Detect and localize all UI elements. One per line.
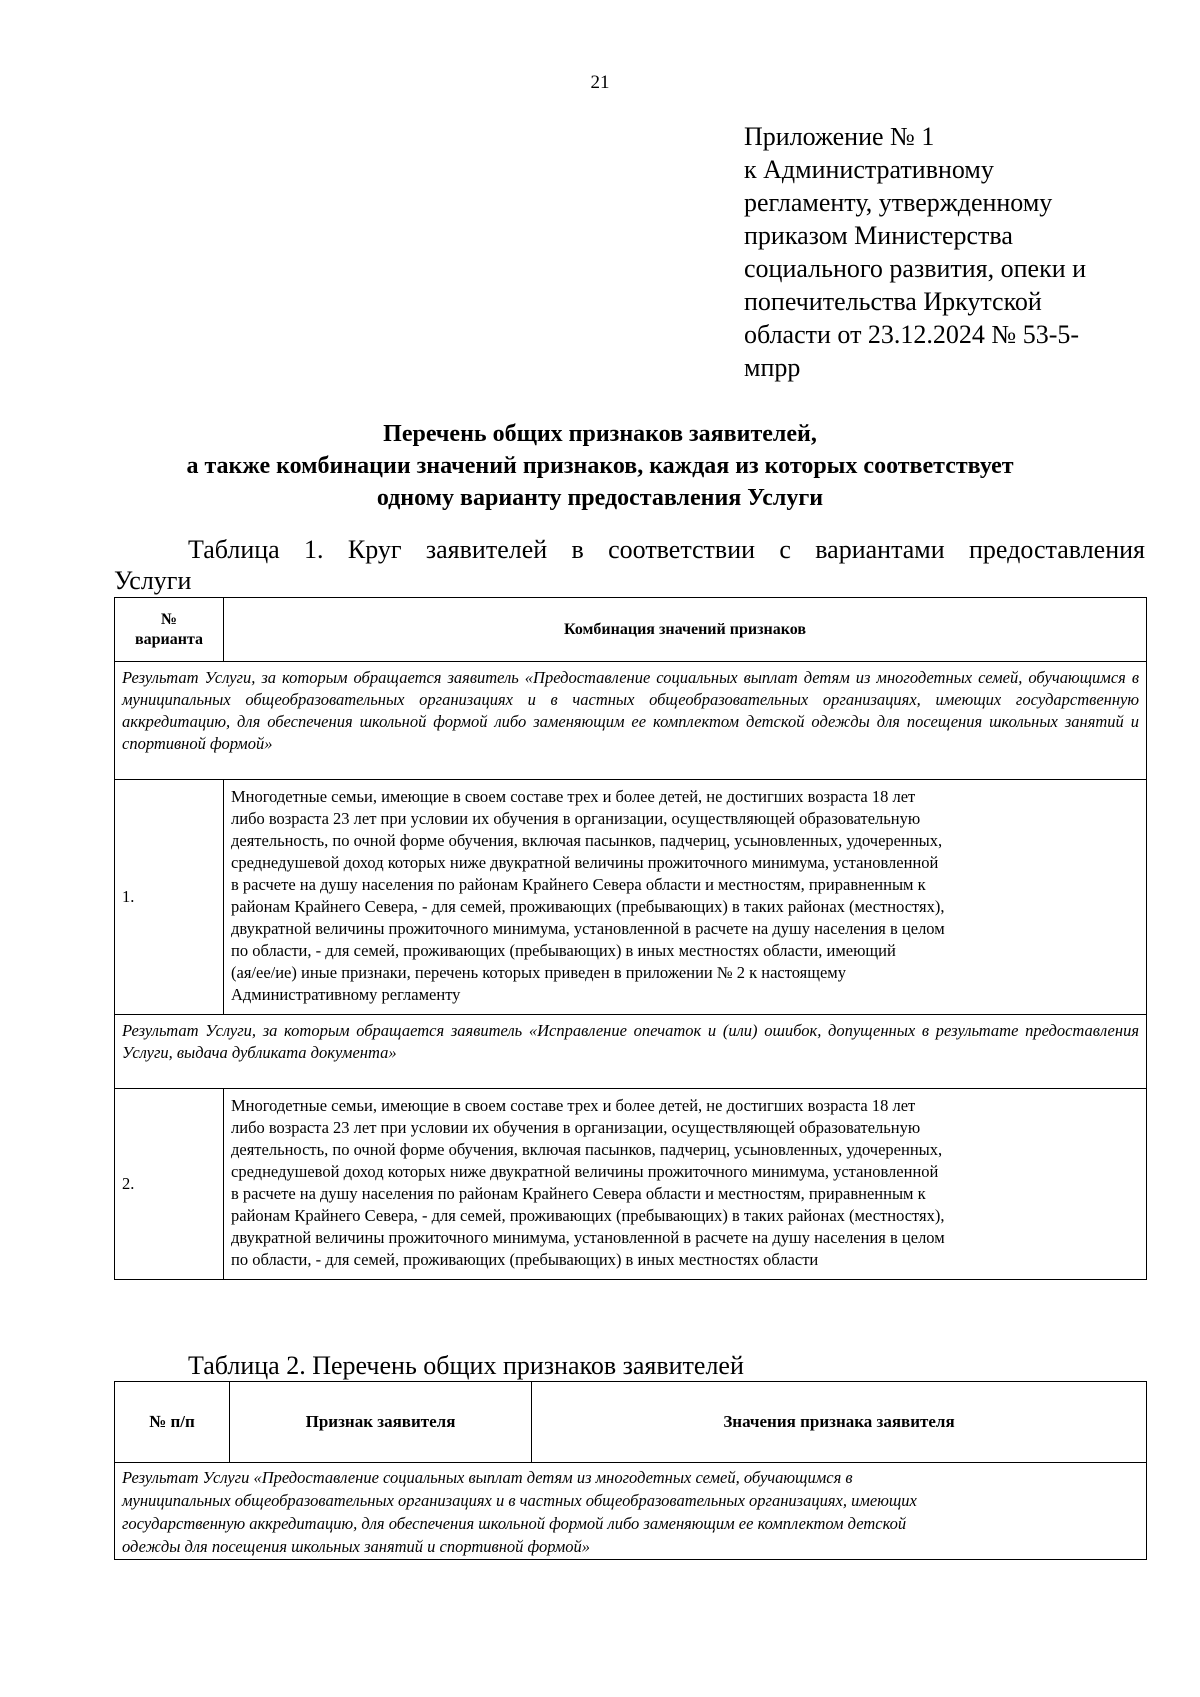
appendix-line: мпрр (744, 353, 801, 382)
result-description: Результат Услуги, за которым обращается заявитель «Исправление опечаток и (или) ошибок, допущенных в результате предоставления Услуги, выдача дубликата документа» (115, 1015, 1147, 1089)
table1-caption-line1: Таблица 1. Круг заявителей в соответствии с вариантами предоставления (188, 535, 1145, 564)
table1-result-row (115, 662, 1147, 780)
variant-description: Многодетные семьи, имеющие в своем составе трех и более детей, не достигших возраста 18 лет либо возраста 23 лет при условии их обучения в организации, осуществляющей образовательную деятельность, по очной форме обучения, включая пасынков, падчериц, усыновленных, удочеренных, среднедушевой доход которых ниже двукратной величины прожиточного минимума, установленной в расчете на душу населения по районам Крайнего Севера области и местностям, приравненным к районам Крайнего Севера, - для семей, проживающих (пребывающих) в таких районах (местностях), двукратной величины прожиточного минимума, установленной в расчете на душу населения в целом по области, - для семей, проживающих (пребывающих) в иных местностях области (224, 1089, 1147, 1280)
result-description: Результат Услуги, за которым обращается заявитель «Предоставление социальных выплат детям из многодетных семей, обучающимся в муниципальных общеобразовательных организациях и в частных общеобразовательных организациях, имеющих государственную аккредитацию, для обеспечения школьной формой либо заменяющим ее комплектом детской одежды для посещения школьных занятий и спортивной формой» (115, 662, 1147, 780)
appendix-note (744, 120, 1164, 384)
table1-header-row (115, 598, 1147, 662)
header-feature: Признак заявителя (230, 1382, 532, 1463)
header-row-number: № п/п (115, 1382, 230, 1463)
appendix-line: социального развития, опеки и (744, 254, 1087, 283)
table1-result-row (115, 1015, 1147, 1089)
table2 (114, 1381, 1147, 1560)
result-description: Результат Услуги «Предоставление социальных выплат детям из многодетных семей, обучающимся в муниципальных общеобразовательных организациях и в частных общеобразовательных организациях, имеющих государственную аккредитацию, для обеспечения школьной формой либо заменяющим ее комплектом детской одежды для посещения школьных занятий и спортивной формой» (115, 1463, 1147, 1560)
variant-description: Многодетные семьи, имеющие в своем составе трех и более детей, не достигших возраста 18 лет либо возраста 23 лет при условии их обучения в организации, осуществляющей образовательную деятельность, по очной форме обучения, включая пасынков, падчериц, усыновленных, удочеренных, среднедушевой доход которых ниже двукратной величины прожиточного минимума, установленной в расчете на душу населения по районам Крайнего Севера области и местностям, приравненным к районам Крайнего Севера, - для семей, проживающих (пребывающих) в таких районах (местностях), двукратной величины прожиточного минимума, установленной в расчете на душу населения в целом по области, - для семей, проживающих (пребывающих) в иных местностях области, имеющий (ая/ее/ие) иные признаки, перечень которых приведен в приложении № 2 к настоящему Административному регламенту (224, 780, 1147, 1015)
appendix-line: к Административному (744, 155, 994, 184)
appendix-line: регламенту, утвержденному (744, 188, 1053, 217)
header-combination: Комбинация значений признаков (224, 598, 1147, 662)
title-line: а также комбинации значений признаков, каждая из которых соответствует (186, 453, 1014, 479)
title-line: одному варианту предоставления Услуги (376, 485, 824, 511)
table2-caption: Таблица 2. Перечень общих признаков заявителей (188, 1351, 744, 1380)
title-line: Перечень общих признаков заявителей, (383, 421, 817, 447)
appendix-line: попечительства Иркутской (744, 287, 1042, 316)
variant-number: 2. (115, 1089, 224, 1280)
table-row (115, 1089, 1147, 1280)
table2-header-row (115, 1382, 1147, 1463)
variant-number: 1. (115, 780, 224, 1015)
document-title (100, 418, 1100, 514)
header-feature-values: Значения признака заявителя (532, 1382, 1147, 1463)
appendix-line: области от 23.12.2024 № 53-5- (744, 320, 1080, 349)
table1 (114, 597, 1147, 1280)
appendix-line: приказом Министерства (744, 221, 1013, 250)
page-number: 21 (590, 72, 610, 93)
header-variant-number: № варианта (115, 598, 224, 662)
appendix-line: Приложение № 1 (744, 122, 935, 151)
table2-result-row (115, 1463, 1147, 1560)
table1-caption-line2: Услуги (114, 566, 192, 595)
table1-caption (114, 534, 1145, 596)
table-row (115, 780, 1147, 1015)
